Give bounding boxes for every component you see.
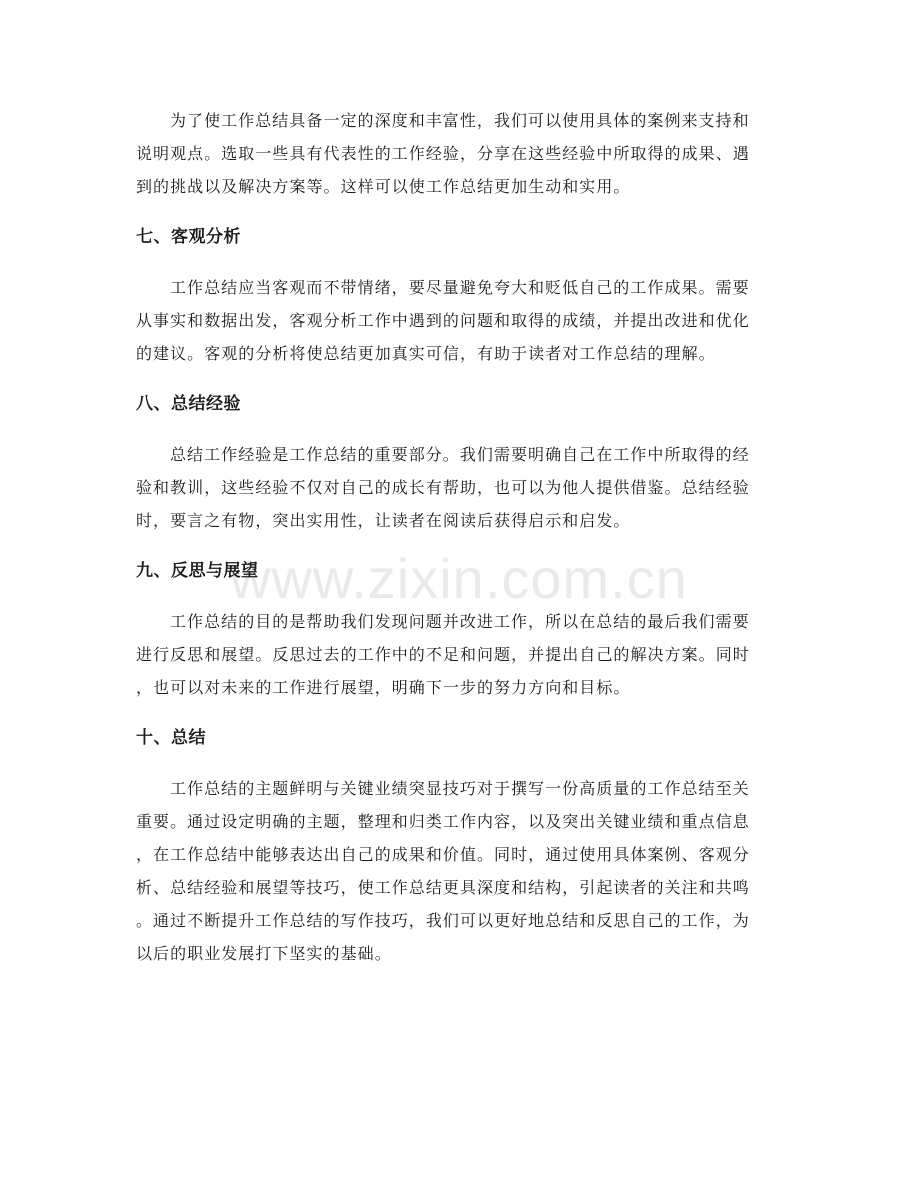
paragraph-line: 时，要言之有物，突出实用性，让读者在阅读后获得启示和启发。	[136, 511, 631, 530]
paragraph-summarize-experience	[136, 438, 786, 537]
section-heading-10: 十、总结	[136, 728, 206, 748]
paragraph-line: 工作总结的主题鲜明与关键业绩突显技巧对于撰写一份高质量的工作总结至关	[170, 779, 750, 798]
section-heading-7: 七、客观分析	[136, 227, 241, 247]
paragraph-line: 到的挑战以及解决方案等。这样可以使工作总结更加生动和实用。	[136, 177, 631, 196]
paragraph-line: 的建议。客观的分析将使总结更加真实可信，有助于读者对工作总结的理解。	[136, 344, 716, 363]
paragraph-line: 从事实和数据出发，客观分析工作中遇到的问题和取得的成绩，并提出改进和优化	[136, 311, 750, 330]
document-body	[136, 104, 786, 970]
paragraph-line: 为了使工作总结具备一定的深度和丰富性，我们可以使用具体的案例来支持和	[170, 111, 750, 130]
paragraph-line: 析、总结经验和展望等技巧，使工作总结更具深度和结构，引起读者的关注和共鸣	[136, 878, 750, 897]
watermark: www.zixin.com.cn	[230, 547, 688, 610]
section-heading-9: 九、反思与展望	[136, 561, 259, 581]
paragraph-line: ，也可以对未来的工作进行展望，明确下一步的努力方向和目标。	[136, 678, 631, 697]
paragraph-conclusion	[136, 772, 786, 970]
paragraph-line: ，在工作总结中能够表达出自己的成果和价值。同时，通过使用具体案例、客观分	[136, 845, 750, 864]
paragraph-line: 工作总结应当客观而不带情绪，要尽量避免夸大和贬低自己的工作成果。需要	[170, 278, 750, 297]
paragraph-line: 。通过不断提升工作总结的写作技巧，我们可以更好地总结和反思自己的工作，为	[136, 911, 750, 930]
section-heading-8: 八、总结经验	[136, 394, 241, 414]
paragraph-line: 以后的职业发展打下坚实的基础。	[136, 944, 392, 963]
paragraph-line: 总结工作经验是工作总结的重要部分。我们需要明确自己在工作中所取得的经	[170, 445, 750, 464]
paragraph-line: 说明观点。选取一些具有代表性的工作经验，分享在这些经验中所取得的成果、遇	[136, 144, 750, 163]
paragraph-intro	[136, 104, 786, 203]
paragraph-line: 验和教训，这些经验不仅对自己的成长有帮助，也可以为他人提供借鉴。总结经验	[136, 478, 750, 497]
paragraph-line: 重要。通过设定明确的主题，整理和归类工作内容，以及突出关键业绩和重点信息	[136, 812, 750, 831]
paragraph-line: 进行反思和展望。反思过去的工作中的不足和问题，并提出自己的解决方案。同时	[136, 645, 750, 664]
paragraph-reflection-outlook	[136, 605, 786, 704]
paragraph-line: 工作总结的目的是帮助我们发现问题并改进工作，所以在总结的最后我们需要	[170, 612, 750, 631]
paragraph-objective-analysis	[136, 271, 786, 370]
